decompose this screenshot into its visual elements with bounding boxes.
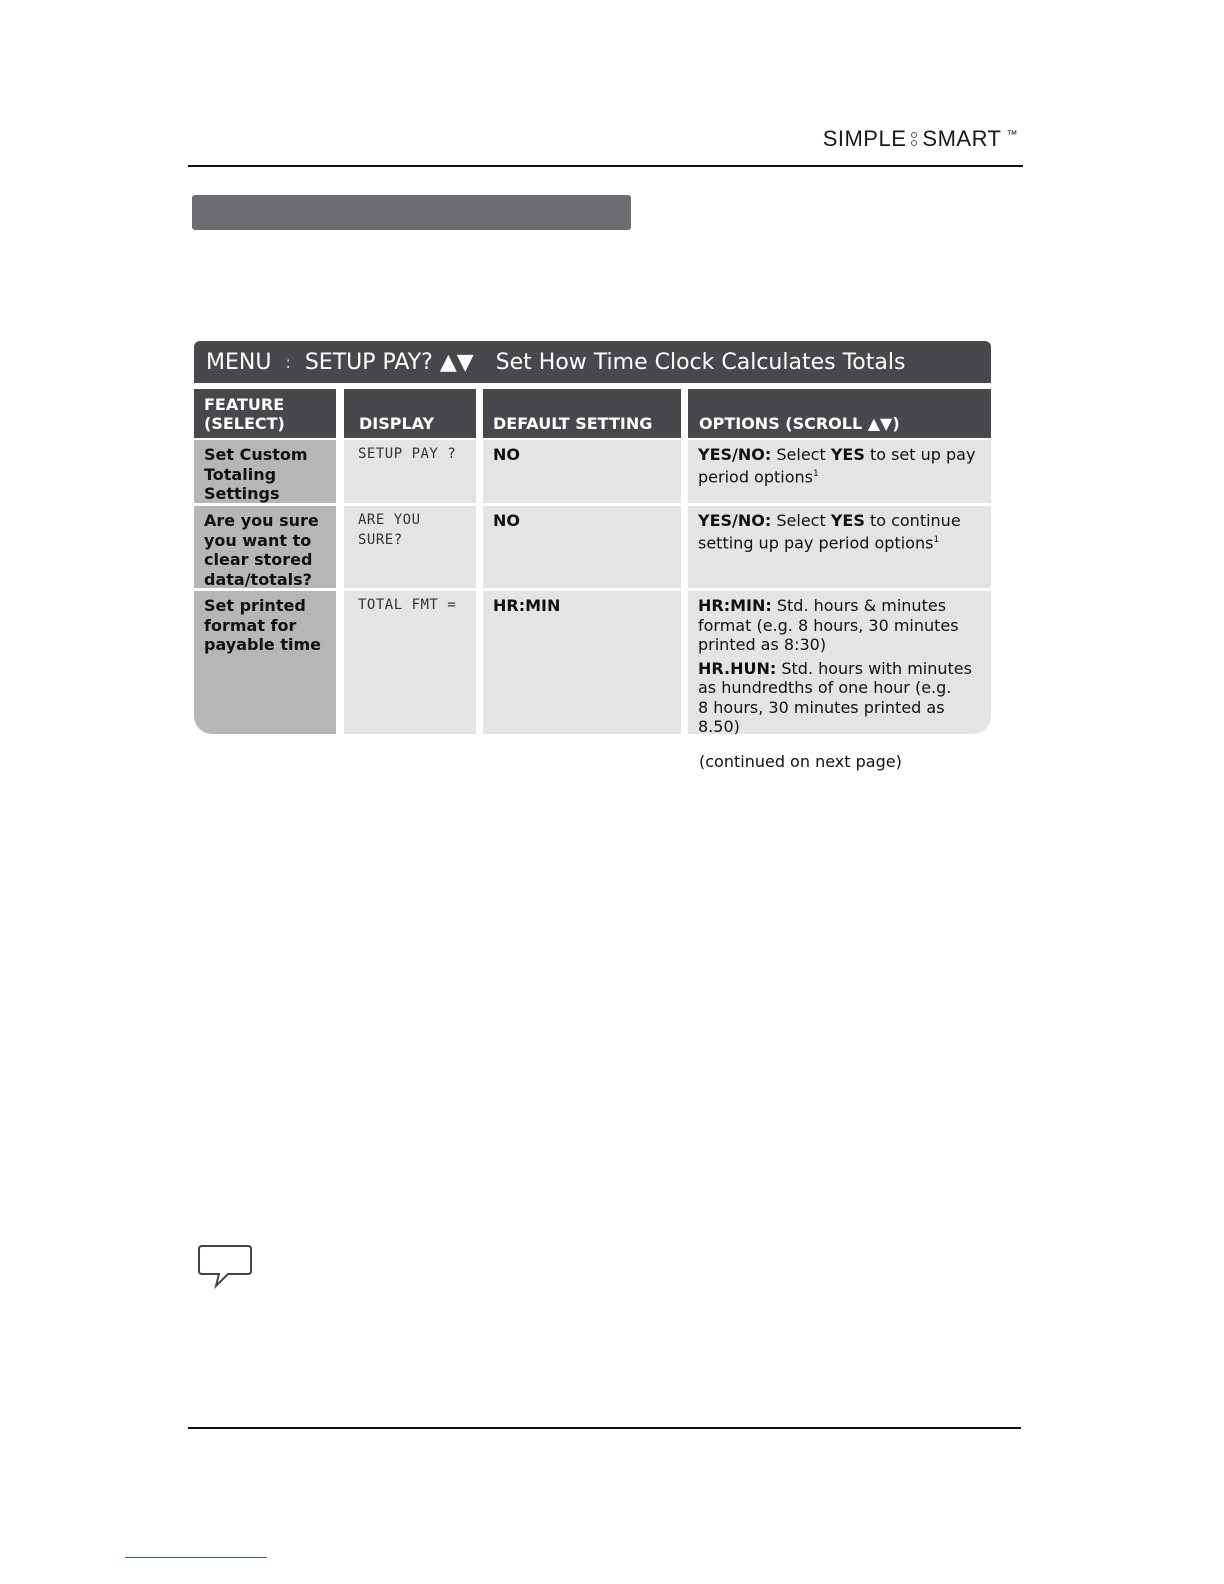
footnote-mark: 1: [933, 534, 940, 545]
column-header-options-text: OPTIONS (SCROLL ▲▼): [699, 414, 900, 433]
logo-left-text: SIMPLE: [822, 126, 907, 151]
option-hrhun: [698, 659, 983, 737]
column-header-display: [344, 389, 476, 438]
column-header-feature: [194, 389, 336, 438]
row1-feature: [194, 440, 336, 503]
option-key: YES: [830, 445, 865, 464]
option-text: to set up pay: [864, 445, 976, 464]
option-key: YES/NO:: [698, 511, 772, 530]
option-text: Select: [771, 445, 831, 464]
footer-link-underline: [125, 1557, 267, 1558]
footnote-mark: 1: [812, 468, 819, 479]
logo-dots-icon: [911, 132, 917, 146]
trademark-mark: ™: [1006, 129, 1018, 141]
menu-description: Set How Time Clock Calculates Totals: [495, 349, 906, 375]
option-text: setting up pay period options: [698, 532, 934, 552]
continued-note: (continued on next page): [699, 752, 902, 771]
option-text: 8 hours, 30 minutes printed as 8.50): [698, 697, 945, 736]
row3-feature-line: Set printed: [204, 596, 306, 615]
row3-feature-line: format for: [204, 615, 297, 635]
menu-item: SETUP PAY? ▲▼: [304, 349, 474, 375]
row1-feature-line: Set Custom: [204, 445, 308, 464]
row3-display: TOTAL FMT =: [344, 591, 476, 734]
row1-default: NO: [483, 440, 681, 503]
row2-feature-line: data/totals?: [204, 569, 312, 589]
column-header-default: [483, 389, 681, 438]
option-key: YES: [830, 511, 865, 530]
option-text: period options: [698, 466, 813, 486]
row3-default: HR:MIN: [483, 591, 681, 734]
column-header-feature-line1: FEATURE: [204, 395, 285, 414]
footer-rule: [188, 1427, 1021, 1429]
row1-display: SETUP PAY ?: [344, 440, 476, 503]
row2-default: NO: [483, 506, 681, 588]
menu-separator: :: [285, 352, 291, 372]
column-header-feature-line2: (SELECT): [204, 414, 285, 433]
option-text: Std. hours with minutes: [776, 658, 972, 678]
option-text: Select: [771, 511, 831, 530]
option-text: Std. hours & minutes: [771, 596, 947, 615]
option-hrmin: [698, 596, 983, 655]
row3-feature: [194, 591, 336, 734]
row2-feature-line: Are you sure: [204, 511, 319, 530]
section-title-bar: [192, 195, 631, 230]
logo-right-text: SMART: [922, 126, 1002, 151]
row2-display: ARE YOU SURE?: [344, 506, 476, 588]
row2-feature: [194, 506, 336, 588]
speech-bubble-icon: [198, 1244, 254, 1296]
option-key: HR.HUN:: [698, 658, 777, 678]
brand-logo: [823, 126, 1018, 152]
option-text: format (e.g. 8 hours, 30 minutes: [698, 615, 959, 635]
option-text: printed as 8:30): [698, 635, 827, 654]
option-text: as hundredths of one hour (e.g.: [698, 678, 952, 697]
row2-options: [688, 506, 991, 588]
menu-header-bar: [194, 341, 991, 383]
column-header-default-text: DEFAULT SETTING: [493, 414, 653, 433]
header-rule: [188, 165, 1023, 167]
row1-feature-line: Settings: [204, 484, 280, 503]
row3-options: [688, 591, 991, 734]
row1-options: [688, 440, 991, 503]
row1-feature-line: Totaling: [204, 464, 277, 484]
row2-feature-line: you want to: [204, 530, 312, 550]
option-text: to continue: [864, 511, 961, 530]
menu-label: MENU: [206, 349, 272, 375]
row2-feature-line: clear stored: [204, 550, 313, 569]
option-key: HR:MIN:: [698, 596, 772, 615]
row3-feature-line: payable time: [204, 635, 321, 654]
column-header-options: [688, 389, 991, 438]
column-header-display-text: DISPLAY: [359, 414, 435, 433]
option-key: YES/NO:: [698, 445, 772, 464]
